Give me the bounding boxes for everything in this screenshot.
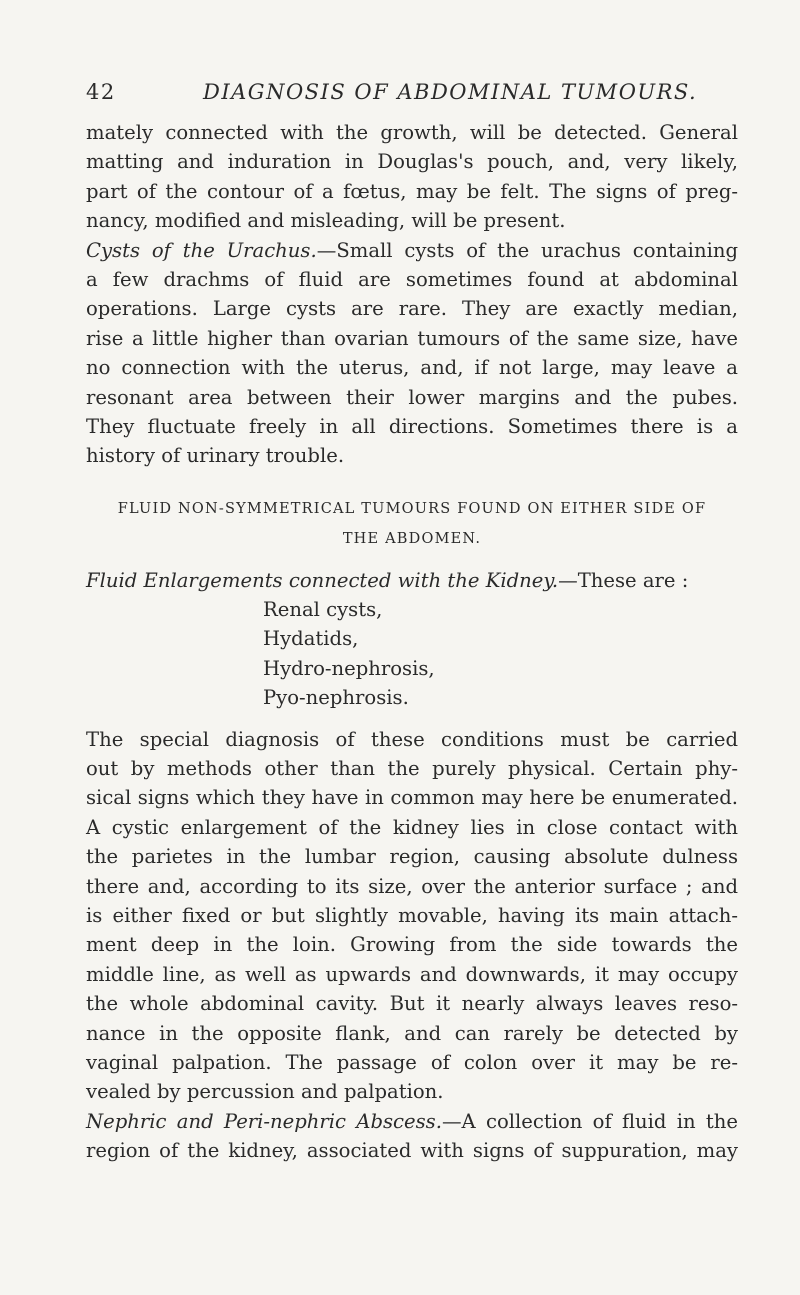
section-heading-line-1: FLUID NON-SYMMETRICAL TUMOURS FOUND ON EITHER SIDE OF: [117, 500, 707, 517]
body-text: [86, 118, 738, 1166]
text-line: nancy, modified and misleading, will be present.: [86, 209, 566, 233]
paragraph-heading-kidney: Fluid Enlargements connected with the Kidney.: [86, 568, 559, 592]
text-line: there and, according to its size, over the anterior surface ; and: [86, 874, 738, 898]
text-line: history of urinary trouble.: [86, 444, 345, 468]
list-item: Hydro-nephrosis,: [263, 656, 435, 680]
paragraph-lead-line: [86, 1107, 738, 1136]
list-item: Pyo-nephrosis.: [263, 686, 409, 710]
text-line: nance in the opposite flank, and can rarely be detected by: [86, 1021, 738, 1045]
text-line: no connection with the uterus, and, if not large, may leave a: [86, 356, 738, 380]
text-line: out by methods other than the purely physical. Certain phy-: [86, 757, 738, 781]
text-line: resonant area between their lower margins and the pubes.: [86, 385, 738, 409]
text-line: mately connected with the growth, will be detected. General: [86, 121, 738, 144]
running-title: DIAGNOSIS OF ABDOMINAL TUMOURS.: [203, 80, 698, 104]
page-number: 42: [86, 80, 116, 104]
text-fragment: —Small cysts of the urachus containing: [316, 238, 738, 262]
text-line: middle line, as well as upwards and downwards, it may occupy: [86, 962, 738, 986]
text-line: They fluctuate freely in all directions. Sometimes there is a: [86, 414, 738, 438]
text-line: vaginal palpation. The passage of colon over it may be re-: [86, 1050, 738, 1074]
text-line: the whole abdominal cavity. But it nearly always leaves reso-: [86, 992, 738, 1016]
text-line: region of the kidney, associated with signs of suppuration, may: [86, 1139, 738, 1163]
running-head: [86, 80, 736, 110]
text-line: matting and induration in Douglas's pouch, and, very likely,: [86, 150, 738, 174]
list-item: Renal cysts,: [263, 598, 383, 622]
text-line: the parietes in the lumbar region, causing absolute dulness: [86, 845, 738, 869]
paragraph-heading-urachus: Cysts of the Urachus.: [86, 238, 317, 262]
text-fragment: —A collection of fluid in the: [441, 1109, 738, 1133]
text-line: A cystic enlargement of the kidney lies in close contact with: [86, 815, 738, 839]
text-line: The special diagnosis of these conditions must be carried: [86, 727, 738, 751]
paragraph-lead-line: [86, 566, 738, 595]
paragraph-heading-abscess: Nephric and Peri-nephric Abscess.: [86, 1109, 442, 1133]
text-line: ment deep in the loin. Growing from the side towards the: [86, 933, 738, 957]
text-line: is either fixed or but slightly movable, having its main attach-: [86, 903, 738, 927]
text-line: vealed by percussion and palpation.: [86, 1080, 444, 1104]
text-line: operations. Large cysts are rare. They are exactly median,: [86, 297, 738, 321]
paragraph-lead-line: [86, 236, 738, 265]
section-heading-line-2: THE ABDOMEN.: [342, 530, 482, 547]
text-line: sical signs which they have in common may here be enumerated.: [86, 786, 738, 810]
list-item: Hydatids,: [263, 627, 359, 651]
text-line: a few drachms of fluid are sometimes found at abdominal: [86, 267, 738, 291]
text-fragment: —These are :: [558, 568, 689, 592]
text-line: rise a little higher than ovarian tumours of the same size, have: [86, 326, 738, 350]
text-line: part of the contour of a fœtus, may be felt. The signs of preg-: [86, 179, 738, 203]
